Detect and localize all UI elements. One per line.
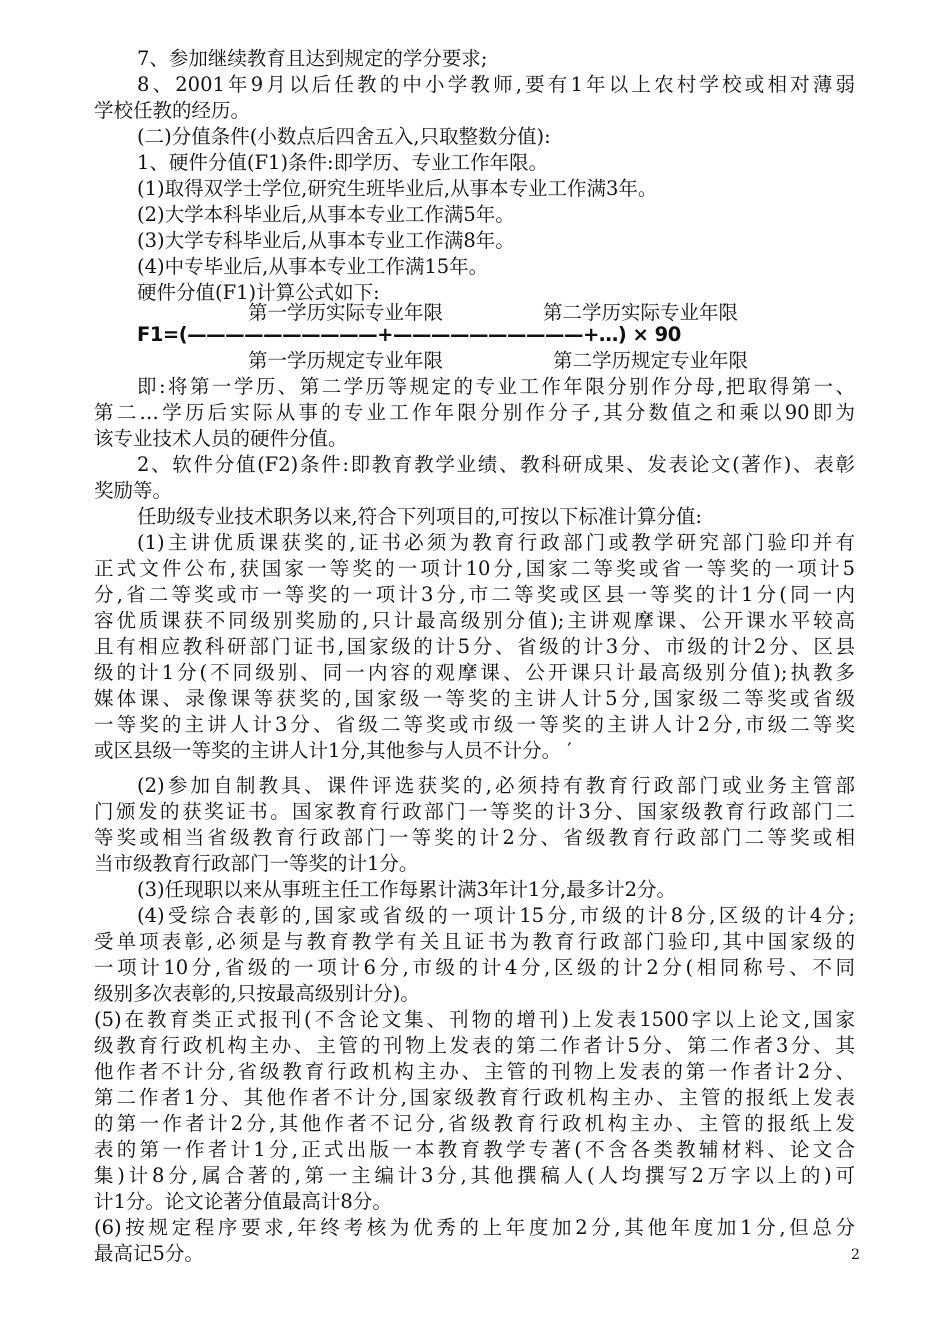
text-line: 且有相应教科研部门证书,国家级的计5分、省级的计3分、市级的计2分、区县	[94, 635, 855, 658]
text-line: 8、2001年9月以后任教的中小学教师,要有1年以上农村学校或相对薄弱	[137, 73, 855, 96]
text-line: 他作者不计分,省级教育行政机构主办、主管的刊物上发表的第一作者计2分、	[94, 1060, 855, 1083]
text-line: 任助级专业技术职务以来,符合下列项目的,可按以下标准计算分值:	[137, 505, 702, 528]
section-heading: (二)分值条件(小数点后四舍五入,只取整数分值):	[137, 125, 551, 148]
text-line: 级的计1分(不同级别、同一内容的观摩课、公开课只计最高级别分值);执教多	[94, 661, 855, 684]
text-line: (3)大学专科毕业后,从事本专业工作满8年。	[137, 229, 515, 252]
text-line: 最高记5分。	[94, 1242, 204, 1265]
text-line: 第二…学历后实际从事的专业工作年限分别作分子,其分数值之和乘以90即为	[94, 401, 855, 424]
page-number: 2	[851, 1247, 860, 1263]
text-line: 集)计8分,属合著的,第一主编计3分,其他撰稿人(人均撰写2万字以上的)可	[94, 1164, 855, 1187]
text-line: 当市级教育行政部门一等奖的计1分。	[94, 852, 419, 875]
text-line: (2)大学本科毕业后,从事本专业工作满5年。	[137, 203, 515, 226]
text-line: 级教育行政机构主办、主管的刊物上发表的第二作者计5分、第二作者3分、其	[94, 1034, 855, 1057]
text-line: 容优质课获不同级别奖励的,只计最高级别分值);主讲观摩课、公开课水平较高	[94, 609, 855, 632]
text-line: (1)主讲优质课获奖的,证书必须为教育行政部门或教学研究部门验印并有	[137, 531, 855, 554]
text-line: (1)取得双学士学位,研究生班毕业后,从事本专业工作满3年。	[137, 177, 658, 200]
text-line: 受单项表彰,必须是与教育教学有关且证书为教育行政部门验印,其中国家级的	[94, 930, 855, 953]
text-line: (6)按规定程序要求,年终考核为优秀的上年度加2分,其他年度加1分,但总分	[94, 1216, 855, 1239]
text-line: 门颁发的获奖证书。国家教育行政部门一等奖的计3分、国家级教育行政部门二	[94, 800, 855, 823]
text-line: 学校任教的经历。	[94, 99, 251, 122]
text-line: 或区县级一等奖的主讲人计1分,其他参与人员不计分。 ′	[94, 739, 572, 762]
text-line: (4)中专毕业后,从事本专业工作满15年。	[137, 255, 489, 278]
formula-denominator-2: 第二学历规定专业年限	[553, 349, 749, 372]
text-line: 正式文件公布,获国家一等奖的一项计10分,国家二等奖或省一等奖的一项计5	[94, 557, 855, 580]
text-line: (2)参加自制教具、课件评选获奖的,必须持有教育行政部门或业务主管部	[137, 774, 855, 797]
text-line: 1、硬件分值(F1)条件:即学历、专业工作年限。	[137, 151, 549, 174]
text-line: 2、软件分值(F2)条件:即教育教学业绩、教科研成果、发表论文(著作)、表彰	[137, 453, 855, 476]
text-line: 7、参加继续教育且达到规定的学分要求;	[137, 47, 488, 70]
formula-line: F1=(——————————+——————————+…) × 90	[137, 323, 681, 346]
text-line: 第二作者1分、其他作者不计分,国家级教育行政机构主办、主管的报纸上发表	[94, 1086, 855, 1109]
text-line: 一项计10分,省级的一项计6分,市级的计4分,区级的计2分(相同称号、不同	[94, 956, 855, 979]
text-line: 计1分。论文论著分值最高计8分。	[94, 1190, 392, 1213]
text-line: 奖励等。	[94, 479, 173, 502]
text-line: 硬件分值(F1)计算公式如下:	[137, 281, 380, 304]
formula-denominator-1: 第一学历规定专业年限	[248, 349, 444, 372]
text-line: 该专业技术人员的硬件分值。	[94, 427, 348, 450]
text-line: 媒体课、录像课等获奖的,国家级一等奖的主讲人计5分,国家级二等奖或省级	[94, 687, 855, 710]
text-line: 级别多次表彰的,只按最高级别计分)。	[94, 982, 420, 1005]
text-line: 分,省二等奖或市一等奖的一项计3分,市二等奖或区县一等奖的计1分(同一内	[94, 583, 855, 606]
formula-numerator-1: 第一学历实际专业年限	[248, 301, 444, 324]
text-line: (5)在教育类正式报刊(不含论文集、刊物的增刊)上发表1500字以上论文,国家	[94, 1008, 855, 1031]
text-line: 等奖或相当省级教育行政部门一等奖的计2分、省级教育行政部门二等奖或相	[94, 826, 855, 849]
formula-numerator-2: 第二学历实际专业年限	[543, 301, 739, 324]
text-line: 一等奖的主讲人计3分、省级二等奖或市级一等奖的主讲人计2分,市级二等奖	[94, 713, 855, 736]
text-line: (3)任现职以来从事班主任工作每累计满3年计1分,最多计2分。	[137, 878, 677, 901]
text-line: 即:将第一学历、第二学历等规定的专业工作年限分别作分母,把取得第一、	[137, 375, 855, 398]
text-line: 表的第一作者计1分,正式出版一本教育教学专著(不含各类教辅材料、论文合	[94, 1138, 855, 1161]
text-line: (4)受综合表彰的,国家或省级的一项计15分,市级的计8分,区级的计4分;	[137, 904, 855, 927]
text-line: 的第一作者计2分,其他作者不记分,省级教育行政机构主办、主管的报纸上发	[94, 1112, 855, 1135]
